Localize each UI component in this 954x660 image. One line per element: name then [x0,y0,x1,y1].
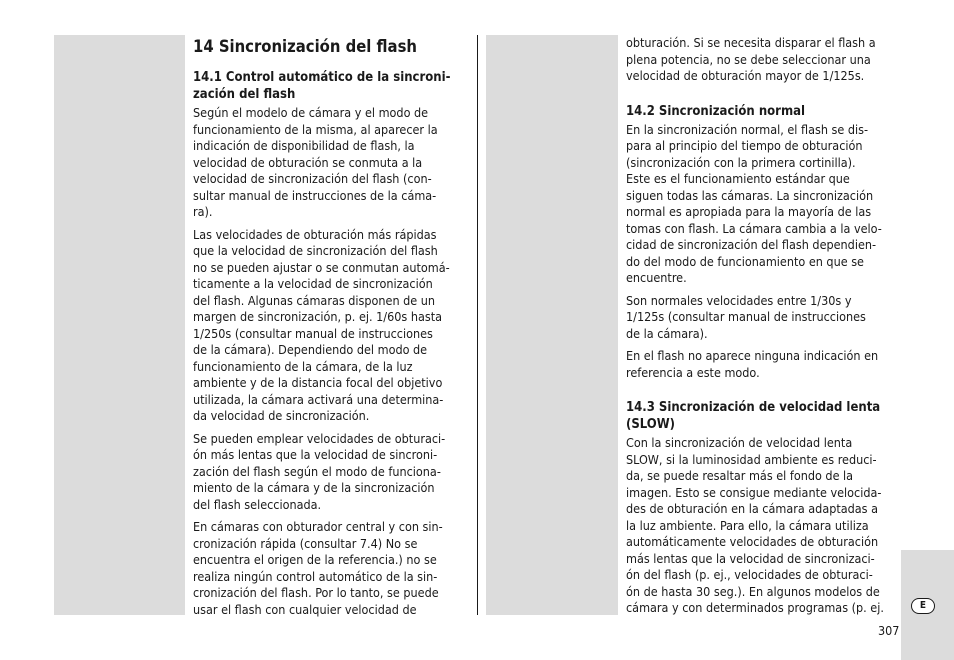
section-14-2-title: 14.2 Sincronización normal [626,103,806,119]
right-text-column [626,35,898,623]
paragraph: Según el modelo de cámara y el modo de funcionamiento de la misma, al aparecer la indicación de disponibilidad de flash, la velocidad de obturación se conmuta a la velocidad de sincronización del flash (con- sultar manual de instrucciones de la cáma- ra). [193,105,438,219]
page-number: 307 [878,623,900,638]
paragraph: En el flash no aparece ninguna indicación en referencia a este modo. [626,348,879,380]
continued-paragraph: obturación. Si se necesita disparar el flash a plena potencia, no se debe seleccionar una velocidad de obturación mayor de 1/125s. [626,35,876,83]
paragraph: Con la sincronización de velocidad lenta SLOW, si la luminosidad ambiente es reduci- da, se puede resaltar más el fondo de la imagen. Esto se consigue mediante velocida- des de obturación en la cámara adaptadas a la luz ambiente. Para ello, la cámara utiliza automáticamente velocidades de obturación más lentas que la velocidad de sincronizaci- ón del flash (p. ej., velocidades de obturaci- ón de hasta 30 seg.). En algunos modelos de cámara y con determinados programas (p. ej. [626,435,884,615]
paragraph: Se pueden emplear velocidades de obturaci- ón más lentas que la velocidad de sincroni- zación del flash según el modo de funciona- miento de la cámara y de la sincronización del flash seleccionada. [193,430,446,512]
paragraph: Las velocidades de obturación más rápidas que la velocidad de sincronización del flash no se pueden ajustar o se conmutan automá- ticamente a la velocidad de sincronización del flash. Algunas cámaras disponen de un margen de sincronización, p. ej. 1/60s hasta 1/250s (consultar manual de instrucciones de la cámara). Dependiendo del modo de funcionamiento de la cámara, de la luz ambiente y de la distancia focal del objetivo utilizada, la cámara activará una determina- da velocidad de sincronización. [193,226,450,423]
section-14-1-title: 14.1 Control automático de la sincroni- zación del flash [193,70,451,102]
middle-margin-gray-block [486,35,618,615]
paragraph: En la sincronización normal, el flash se dis- para al principio del tiempo de obturación (sincronización con la primera cortinilla). Este es el funcionamiento estándar que siguen todas las cámaras. La sincronización normal es apropiada para la mayoría de las tomas con flash. La cámara cambia a la velo- cidad de sincronización del flash dependien- do del modo de funcionamiento en que se encuentre. [626,121,882,285]
paragraph: En cámaras con obturador central y con sin- cronización rápida (consultar 7.4) No se encuentra el origen de la referencia.) no se realiza ningún control automático de la sin- cronización del flash. Por lo tanto, se puede usar el flash con cualquier velocidad de [193,519,443,617]
column-divider [477,35,478,615]
left-margin-gray-block [54,35,185,615]
chapter-title: 14 Sincronización del flash [193,37,417,56]
section-14-3-title: 14.3 Sincronización de velocidad lenta (SLOW) [626,400,881,432]
left-text-column [193,35,467,624]
paragraph: Son normales velocidades entre 1/30s y 1/125s (consultar manual de instrucciones de la cámara). [626,292,866,341]
language-badge: E [911,598,935,614]
